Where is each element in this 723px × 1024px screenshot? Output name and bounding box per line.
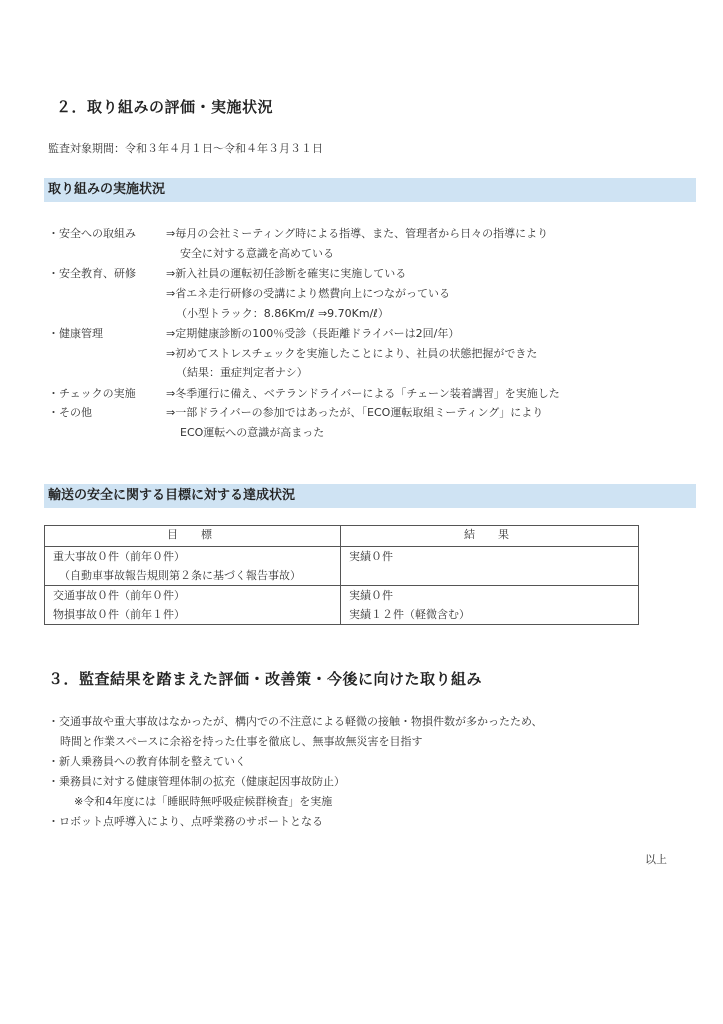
goal-cell	[45, 586, 341, 625]
section3-note: ※令和4年度には「睡眠時無呼吸症候群検査」を実施	[74, 795, 333, 808]
item-category-safety: ・安全への取組み	[48, 227, 136, 240]
goal-line: （自動車事故報告規則第２条に基づく報告事故）	[59, 569, 301, 582]
closing-mark: 以上	[645, 853, 667, 866]
item-category-check: ・チェックの実施	[48, 387, 136, 400]
section3-heading: ３．監査結果を踏まえた評価・改善策・今後に向けた取り組み	[48, 670, 483, 688]
item-line: ⇒定期健康診断の100％受診（長距離ドライバーは2回/年）	[166, 327, 460, 340]
table-header-row	[45, 526, 639, 547]
table-row	[45, 586, 639, 625]
section2-heading: ２．取り組みの評価・実施状況	[56, 98, 274, 116]
result-cell	[341, 547, 639, 586]
item-category-health: ・健康管理	[48, 327, 103, 340]
section3-bullet: ・新人乗務員への教育体制を整えていく	[48, 755, 246, 768]
audit-period: 監査対象期間：令和３年４月１日～令和４年３月３１日	[48, 142, 323, 155]
result-line: 実績０件	[349, 550, 393, 563]
section3-bullet: ・交通事故や重大事故はなかったが、構内での不注意による軽微の接触・物損件数が多かったため、	[48, 715, 543, 728]
goals-table	[44, 525, 639, 625]
section3-bullet-continued: 時間と作業スペースに余裕を持った仕事を徹底し、無事故無災害を目指す	[60, 735, 423, 748]
goals-band: 輸送の安全に関する目標に対する達成状況	[44, 484, 696, 508]
result-column-header: 結 果	[341, 526, 639, 547]
item-line: ECO運転への意識が高まった	[180, 426, 325, 439]
item-line: ⇒冬季運行に備え、ベテランドライバーによる「チェーン装着講習」を実施した	[166, 387, 560, 400]
result-line: 実績０件	[349, 589, 393, 602]
item-line: ⇒初めてストレスチェックを実施したことにより、社員の状態把握ができた	[166, 347, 538, 360]
table-row	[45, 547, 639, 586]
item-line: ⇒新入社員の運転初任診断を確実に実施している	[166, 267, 407, 280]
item-line: 安全に対する意識を高めている	[180, 247, 334, 260]
goal-line: 交通事故０件（前年０件）	[53, 589, 185, 602]
goal-column-header: 目 標	[45, 526, 341, 547]
section3-bullet: ・乗務員に対する健康管理体制の拡充（健康起因事故防止）	[48, 775, 345, 788]
item-line: ⇒毎月の会社ミーティング時による指導、また、管理者から日々の指導により	[166, 227, 549, 240]
goal-line: 物損事故０件（前年１件）	[53, 608, 185, 621]
section3-bullet: ・ロボット点呼導入により、点呼業務のサポートとなる	[48, 815, 323, 828]
item-line: （結果：重症判定者ナシ）	[176, 366, 308, 379]
implementation-band: 取り組みの実施状況	[44, 178, 696, 202]
item-line: ⇒省エネ走行研修の受講により燃費向上につながっている	[166, 287, 450, 300]
goal-cell	[45, 547, 341, 586]
goal-line: 重大事故０件（前年０件）	[53, 550, 185, 563]
item-line: ⇒一部ドライバーの参加ではあったが、「ECO運転取組ミーティング」により	[166, 406, 544, 419]
item-line: （小型トラック：8.86Km/ℓ ⇒9.70Km/ℓ）	[176, 307, 389, 320]
result-cell	[341, 586, 639, 625]
item-category-other: ・その他	[48, 406, 92, 419]
result-line: 実績１２件（軽微含む）	[349, 608, 470, 621]
item-category-training: ・安全教育、研修	[48, 267, 136, 280]
